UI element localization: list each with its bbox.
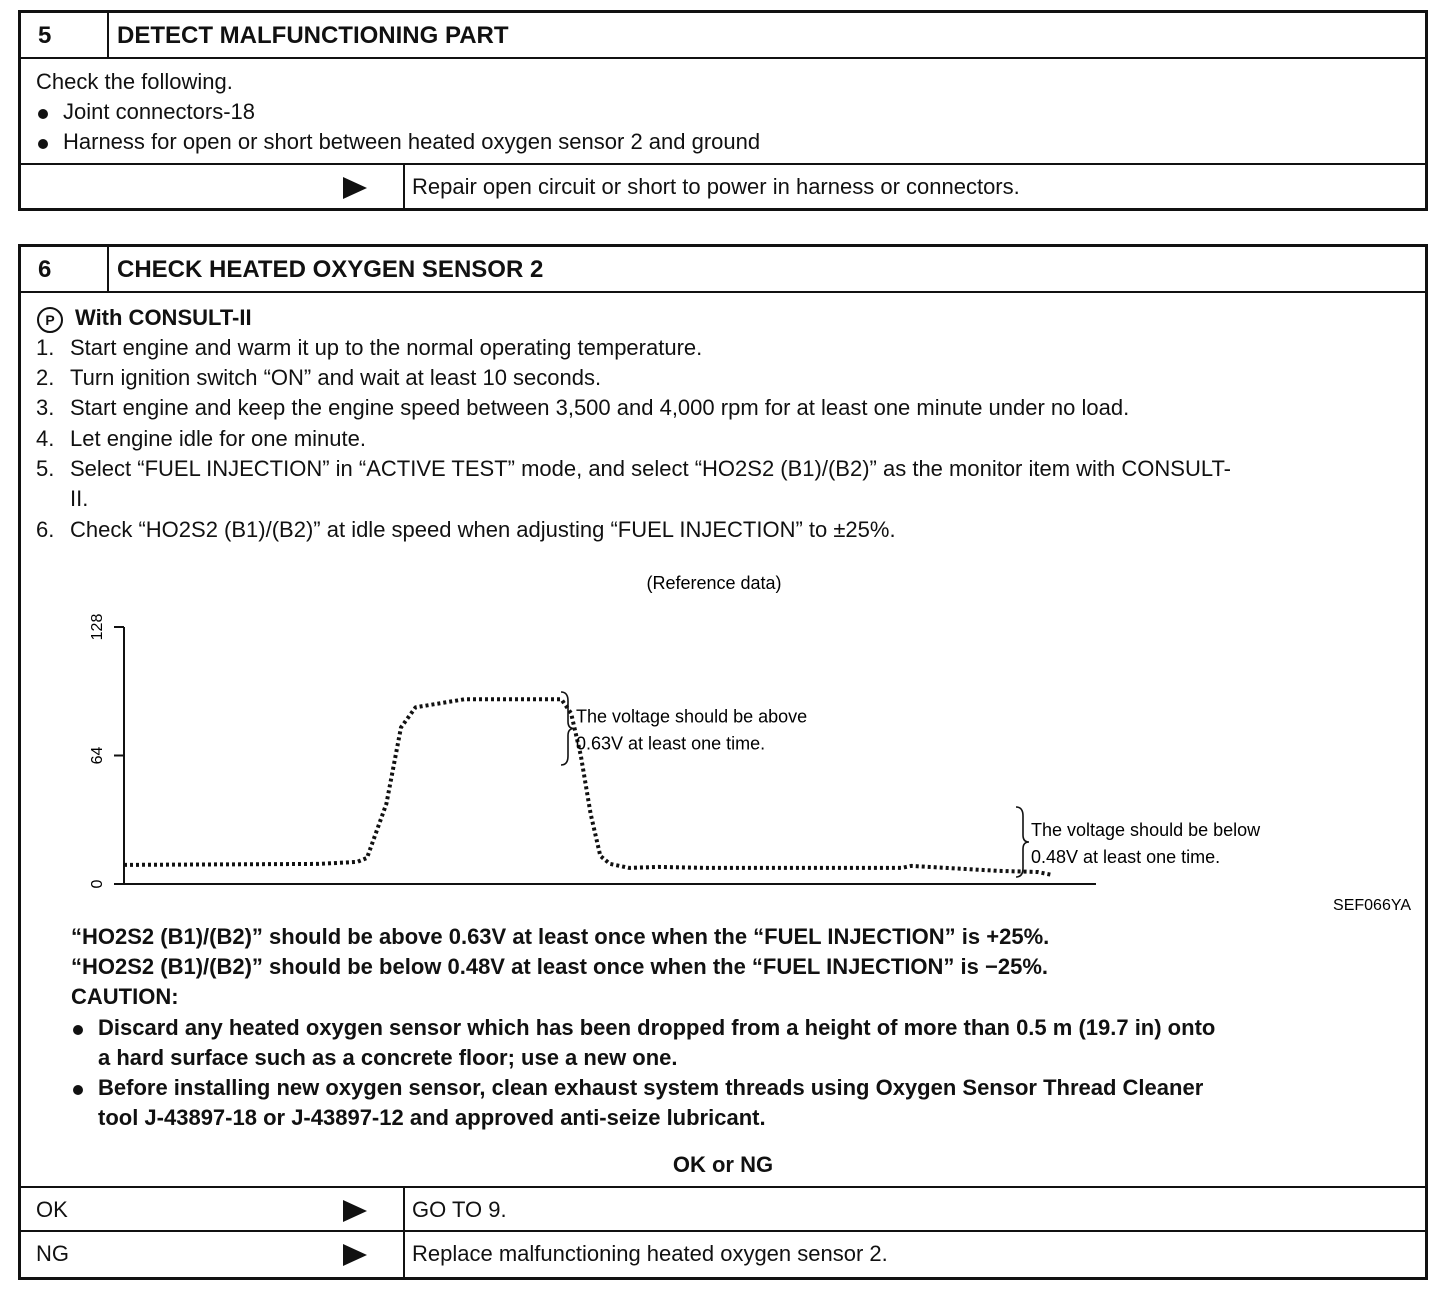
ng-label: NG <box>36 1241 69 1266</box>
step-5-item: Joint connectors-18 <box>63 99 255 124</box>
annotation-text: The voltage should be below <box>1031 820 1261 840</box>
annotation-text: 0.48V at least one time. <box>1031 847 1221 867</box>
ng-result-text: Replace malfunctioning heated oxygen sensor 2. <box>412 1241 888 1266</box>
consult-label: With CONSULT-II <box>75 305 252 330</box>
bullet-icon <box>38 109 48 119</box>
step-6-title: CHECK HEATED OXYGEN SENSOR 2 <box>117 256 544 283</box>
step-text: Start engine and warm it up to the normal operating temperature. <box>70 335 703 360</box>
step-number: 1. <box>36 335 55 360</box>
step-5-result-text: Repair open circuit or short to power in harness or connectors. <box>412 174 1020 199</box>
consult-ii-icon: P <box>37 307 63 333</box>
step-text: Start engine and keep the engine speed between 3,500 and 4,000 rpm for at least one minute under no load. <box>70 395 1130 420</box>
caution-title: CAUTION: <box>71 984 179 1009</box>
step-number: 6. <box>36 517 55 542</box>
spec-line: “HO2S2 (B1)/(B2)” should be below 0.48V at least once when the “FUEL INJECTION” is −25%. <box>71 954 1048 979</box>
arrow-right-icon <box>343 1200 367 1222</box>
bullet-icon <box>73 1025 83 1035</box>
y-tick-label: 64 <box>89 746 106 765</box>
annotation-text: 0.63V at least one time. <box>576 733 766 754</box>
y-tick-label: 0 <box>89 879 106 889</box>
ok-result-row <box>21 1186 1425 1230</box>
step-6-header <box>21 247 1425 293</box>
step-5-item: Harness for open or short between heated oxygen sensor 2 and ground <box>63 129 761 154</box>
annotation-text: The voltage should be above <box>576 706 808 727</box>
step-text: Turn ignition switch “ON” and wait at least 10 seconds. <box>70 365 602 390</box>
spec-line: “HO2S2 (B1)/(B2)” should be above 0.63V at least once when the “FUEL INJECTION” is +25%. <box>71 924 1050 949</box>
figure-code: SEF066YA <box>1333 897 1411 914</box>
bullet-icon <box>38 139 48 149</box>
arrow-right-icon <box>343 177 367 199</box>
step-6-number: 6 <box>21 247 109 291</box>
reference-data-chart <box>81 567 1421 927</box>
step-5-panel <box>18 10 1428 211</box>
ng-result-row <box>21 1230 1425 1277</box>
step-5-intro: Check the following. <box>36 69 233 94</box>
ok-result-text: GO TO 9. <box>412 1197 507 1222</box>
caution-item: tool J-43897-18 or J-43897-12 and approved anti-seize lubricant. <box>98 1105 766 1130</box>
caution-item: Before installing new oxygen sensor, clean exhaust system threads using Oxygen Sensor Thread Cleaner <box>98 1075 1204 1100</box>
step-5-title: DETECT MALFUNCTIONING PART <box>117 22 509 49</box>
step-5-header <box>21 13 1425 59</box>
step-number: 2. <box>36 365 55 390</box>
step-number: 3. <box>36 395 55 420</box>
step-text: Select “FUEL INJECTION” in “ACTIVE TEST” mode, and select “HO2S2 (B1)/(B2)” as the monitor item with CONSULT- <box>70 456 1232 481</box>
chart-y-ticks <box>89 614 124 889</box>
chart-annotations <box>561 692 1261 877</box>
annotation-brace <box>1016 807 1029 877</box>
step-text: Check “HO2S2 (B1)/(B2)” at idle speed when adjusting “FUEL INJECTION” to ±25%. <box>70 517 896 542</box>
caution-item: Discard any heated oxygen sensor which has been dropped from a height of more than 0.5 m (19.7 in) onto <box>98 1015 1216 1040</box>
step-6-panel <box>18 244 1428 1280</box>
chart-axes <box>124 627 1096 884</box>
chart-title: (Reference data) <box>646 573 782 593</box>
y-tick-label: 128 <box>89 613 106 641</box>
step-number: 4. <box>36 426 55 451</box>
step-5-number: 5 <box>21 13 109 57</box>
step-5-result-row <box>21 163 1425 208</box>
step-number: 5. <box>36 456 55 481</box>
step-text: II. <box>70 486 89 511</box>
ok-label: OK <box>36 1197 68 1222</box>
bullet-icon <box>73 1085 83 1095</box>
ok-ng-title: OK or NG <box>672 1152 774 1177</box>
caution-item: a hard surface such as a concrete floor; use a new one. <box>98 1045 678 1070</box>
step-text: Let engine idle for one minute. <box>70 426 366 451</box>
arrow-right-icon <box>343 1244 367 1266</box>
